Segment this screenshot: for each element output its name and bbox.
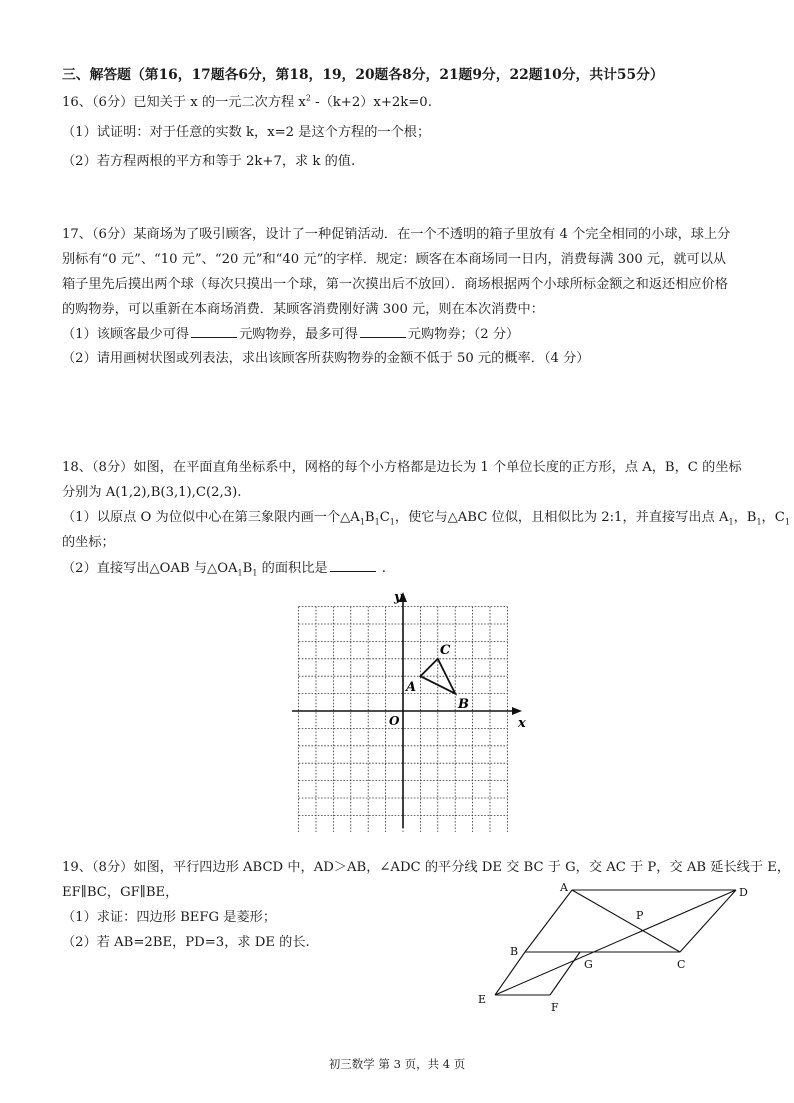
q18-sub: 1 <box>389 517 395 527</box>
q19-line2: EF∥BC，GF∥BE， <box>62 885 179 900</box>
q18-part1-e: ，B <box>733 510 757 525</box>
page-footer: 初三数学 第 3 页，共 4 页 <box>328 1057 466 1071</box>
q19-part1: （1）求证：四边形 BEFG 是菱形； <box>62 910 277 925</box>
q18-sub: 1 <box>252 568 258 578</box>
q17-part2: （2）请用画树状图或列表法，求出该顾客所获购物券的金额不低于 50 元的概率．（4 分） <box>62 351 590 366</box>
section-title: 三、解答题（第16，17题各6分，第18，19，20题各8分，21题9分，22题10分，共计55分） <box>62 67 664 83</box>
q18-part1-a: （1）以原点 O 为位似中心在第三象限内画一个△A <box>62 510 360 525</box>
q18-sub: 1 <box>784 517 790 527</box>
q18-line2: 分别为 A(1,2),B(3,1),C(2,3). <box>62 485 242 500</box>
q16-stem-a: 16、（6分）已知关于 x 的一元二次方程 x <box>62 95 306 110</box>
vertex-a-label: A <box>560 881 568 894</box>
point-p-label: P <box>636 909 644 922</box>
point-f-label: F <box>551 1001 559 1014</box>
y-axis-label: y <box>394 592 402 605</box>
point-b-label: B <box>458 697 469 712</box>
q18-part2-d: . <box>377 561 386 576</box>
origin-label: O <box>389 714 400 728</box>
q18-line1: 18、（8分）如图，在平面直角坐标系中，网格的每个小方格都是边长为 1 个单位长度的正方形，点 A，B，C 的坐标 <box>62 460 742 475</box>
q18-part1-b: B <box>364 510 375 525</box>
vertex-d-label: D <box>739 886 748 899</box>
q17-part1-b: 元购物券，最多可得 <box>239 327 358 342</box>
q16-part1: （1）试证明：对于任意的实数 k，x=2 是这个方程的一个根； <box>62 125 431 140</box>
q16-stem <box>62 94 432 112</box>
q18-part2 <box>62 559 386 578</box>
point-e-label: E <box>478 993 487 1006</box>
q18-part2-b: B <box>242 561 253 576</box>
q17-line2: 别标有“0 元”、“10 元”、“20 元”和“40 元”的字样．规定：顾客在本商场同一日内，消费每满 300 元，就可以从 <box>62 252 727 267</box>
segment-ab <box>525 890 572 952</box>
x-axis-arrow-icon <box>512 707 522 715</box>
q17-part1-a: （1）该顾客最少可得 <box>62 327 190 342</box>
q18-sub: 1 <box>359 517 365 527</box>
q18-sub: 1 <box>756 517 762 527</box>
point-c-label: C <box>440 643 451 658</box>
vertex-c-label: C <box>677 958 686 971</box>
q18-sub: 1 <box>728 517 734 527</box>
q16-stem-b: -（k+2）x+2k=0. <box>310 95 432 110</box>
q17-line1: 17、（6分）某商场为了吸引顾客，设计了一种促销活动．在一个不透明的箱子里放有 4 个完全相同的小球，球上分 <box>62 227 731 242</box>
q18-sub: 1 <box>374 517 380 527</box>
x-axis-label: x <box>518 716 526 731</box>
coordinate-grid-figure <box>292 592 532 832</box>
parallelogram-figure <box>478 876 748 1026</box>
segment-dc <box>680 890 736 952</box>
q17-part1-c: 元购物券；（2 分） <box>407 327 520 342</box>
vertex-b-label: B <box>510 945 519 958</box>
answer-blank-min[interactable] <box>191 325 237 338</box>
q16-part2: （2）若方程两根的平方和等于 2k+7，求 k 的值. <box>62 154 356 169</box>
q18-part1-c: C <box>379 510 390 525</box>
q18-part2-a: （2）直接写出△OAB 与△OA <box>62 561 238 576</box>
q17-line4: 的购物券，可以重新在本商场消费．某顾客消费刚好满 300 元，则在本次消费中： <box>62 302 544 317</box>
q17-line3: 箱子里先后摸出两个球（每次只摸出一个球，第一次摸出后不放回）．商场根据两个小球所标金额之和返还相应价格 <box>62 277 728 292</box>
point-g-label: G <box>584 958 593 971</box>
segment-de <box>495 890 736 995</box>
segment-gf <box>550 952 580 995</box>
q18-sub: 1 <box>237 568 243 578</box>
answer-blank-max[interactable] <box>360 325 406 338</box>
x-axis <box>292 707 522 715</box>
q19-line1: 19、（8分）如图，平行四边形 ABCD 中，AD＞AB，∠ADC 的平分线 DE 交 BC 于 G，交 AC 于 P，交 AB 延长线于 E， <box>62 860 791 875</box>
q18-part1-d: ，使它与△ABC 位似，且相似比为 2:1，并直接写出点 A <box>394 510 729 525</box>
q18-part2-c: 的面积比是 <box>257 561 328 576</box>
q18-part1 <box>62 509 790 527</box>
answer-blank-area-ratio[interactable] <box>330 559 376 572</box>
q16-exponent: 2 <box>305 93 311 103</box>
point-a-label: A <box>406 680 417 695</box>
y-axis <box>399 592 407 828</box>
q18-part1-cont: 的坐标； <box>62 535 115 550</box>
q17-part1 <box>62 325 519 344</box>
q19-part2: （2）若 AB=2BE，PD=3，求 DE 的长. <box>62 935 310 950</box>
q18-part1-f: ，C <box>761 510 785 525</box>
